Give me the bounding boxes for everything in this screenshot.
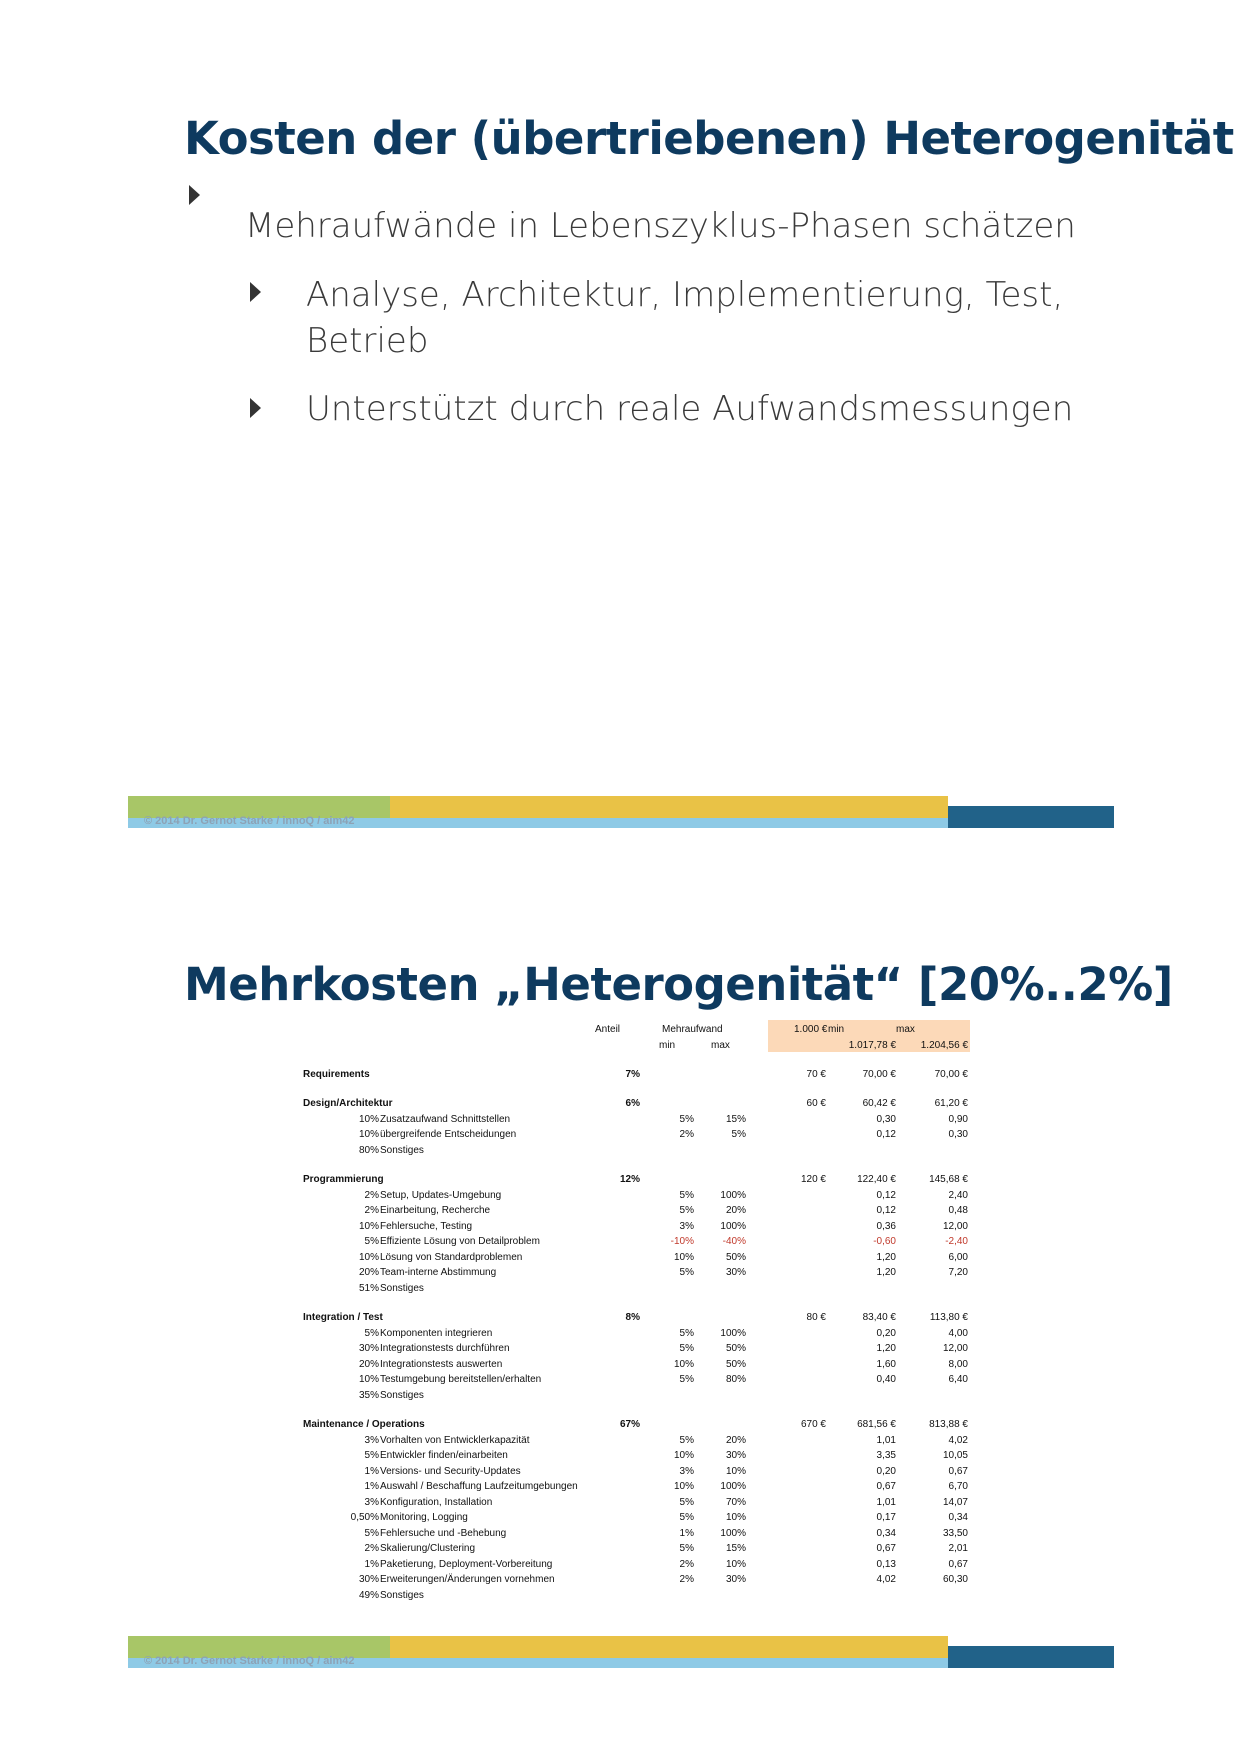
item-share: 1% [364,1559,379,1570]
item-value-min: 0,67 [876,1543,896,1554]
item-label: Vorhalten von Entwicklerkapazität [380,1435,530,1446]
item-share: 5% [364,1236,379,1247]
item-label: Fehlersuche, Testing [380,1221,473,1232]
item-share: 10% [358,1129,379,1140]
item-mehraufwand-max: 80% [725,1374,746,1385]
item-label: Skalierung/Clustering [380,1543,476,1554]
section-share: 7% [625,1069,640,1080]
item-share: 5% [364,1528,379,1539]
item-mehraufwand-max: 50% [725,1252,746,1263]
item-value-max: 6,40 [948,1374,968,1385]
bullet-arrow-icon [250,398,261,418]
header-budget: 1.000 € [794,1024,828,1035]
section-name: Integration / Test [303,1312,383,1323]
item-mehraufwand-min: 2% [679,1129,694,1140]
slide-1 [0,0,1240,840]
section-total-min: 70,00 € [862,1069,896,1080]
section-total-max: 813,88 € [929,1419,968,1430]
footer-bar [128,1636,1180,1668]
footer-bar [128,796,1180,828]
item-label: Auswahl / Beschaffung Laufzeitumgebungen [380,1481,578,1492]
item-value-min: 0,12 [876,1190,896,1201]
item-mehraufwand-max: 100% [720,1528,746,1539]
section-total-min: 60,42 € [862,1098,896,1109]
item-mehraufwand-min: 2% [679,1574,694,1585]
header-budget-min: min [828,1024,845,1035]
item-value-max: 0,48 [948,1205,968,1216]
item-share: 49% [358,1590,379,1601]
item-share: 30% [358,1343,379,1354]
item-value-max: 6,00 [948,1252,968,1263]
item-share: 0,50% [350,1512,379,1523]
item-share: 2% [364,1205,379,1216]
item-mehraufwand-min: 5% [679,1328,694,1339]
item-mehraufwand-max: 30% [725,1267,746,1278]
item-mehraufwand-max: 15% [725,1543,746,1554]
item-mehraufwand-max: 100% [720,1328,746,1339]
section-total-min: 681,56 € [857,1419,896,1430]
item-share: 20% [358,1359,379,1370]
item-value-max: 14,07 [942,1497,968,1508]
item-value-min: 1,60 [876,1359,896,1370]
section-name: Design/Architektur [303,1098,393,1109]
item-mehraufwand-max: 5% [731,1129,746,1140]
item-share: 30% [358,1574,379,1585]
item-label: Team-interne Abstimmung [380,1267,497,1278]
item-mehraufwand-min: 3% [679,1221,694,1232]
item-value-max: -2,40 [945,1236,968,1247]
item-mehraufwand-min: 5% [679,1543,694,1554]
header-mehraufwand: Mehraufwand [662,1024,723,1035]
item-value-min: -0,60 [873,1236,896,1247]
item-value-min: 0,34 [876,1528,896,1539]
item-mehraufwand-max: 30% [725,1450,746,1461]
section-name: Programmierung [303,1174,384,1185]
item-share: 5% [364,1450,379,1461]
header-budget-max: max [896,1024,915,1035]
item-label: Sonstiges [380,1283,424,1294]
copyright: © 2014 Dr. Gernot Starke / innoQ / aim42 [144,1655,355,1667]
section-base: 60 € [806,1098,826,1109]
item-value-max: 2,01 [948,1543,968,1554]
item-label: Lösung von Standardproblemen [380,1252,523,1263]
item-mehraufwand-max: 10% [725,1466,746,1477]
item-mehraufwand-min: 2% [679,1559,694,1570]
item-value-min: 0,67 [876,1481,896,1492]
item-share: 20% [358,1267,379,1278]
item-label: Testumgebung bereitstellen/erhalten [380,1374,542,1385]
item-share: 1% [364,1466,379,1477]
item-value-max: 60,30 [942,1574,968,1585]
item-share: 2% [364,1190,379,1201]
section-name: Requirements [303,1069,370,1080]
item-mehraufwand-max: 50% [725,1359,746,1370]
footer-stripe-darkblue [948,806,1114,828]
section-base: 80 € [806,1312,826,1323]
item-value-max: 10,05 [942,1450,968,1461]
item-mehraufwand-max: 30% [725,1574,746,1585]
item-label: Integrationstests auswerten [380,1359,503,1370]
item-value-min: 0,36 [876,1221,896,1232]
item-value-max: 4,00 [948,1328,968,1339]
item-share: 5% [364,1328,379,1339]
item-mehraufwand-min: 5% [679,1190,694,1201]
item-mehraufwand-max: 70% [725,1497,746,1508]
item-mehraufwand-max: 10% [725,1559,746,1570]
item-mehraufwand-max: 100% [720,1481,746,1492]
item-mehraufwand-min: 1% [679,1528,694,1539]
item-value-min: 0,20 [876,1328,896,1339]
item-mehraufwand-min: 5% [679,1512,694,1523]
section-base: 70 € [806,1069,826,1080]
item-mehraufwand-min: 3% [679,1466,694,1477]
section-share: 6% [625,1098,640,1109]
item-value-min: 1,01 [876,1435,896,1446]
item-share: 51% [358,1283,379,1294]
item-mehraufwand-min: 10% [673,1481,694,1492]
item-value-min: 0,17 [876,1512,896,1523]
item-value-min: 1,20 [876,1267,896,1278]
item-value-min: 0,12 [876,1129,896,1140]
item-mehraufwand-max: 20% [725,1435,746,1446]
slide-2 [0,840,1240,1755]
item-value-max: 12,00 [942,1221,968,1232]
item-value-min: 0,30 [876,1114,896,1125]
item-label: Fehlersuche und -Behebung [380,1528,507,1539]
item-label: Einarbeitung, Recherche [380,1205,491,1216]
item-value-min: 1,01 [876,1497,896,1508]
item-label: Sonstiges [380,1145,424,1156]
item-mehraufwand-max: -40% [722,1236,746,1247]
item-mehraufwand-min: 5% [679,1497,694,1508]
item-value-min: 3,35 [876,1450,896,1461]
item-label: Monitoring, Logging [380,1512,468,1523]
item-value-min: 1,20 [876,1343,896,1354]
item-value-min: 1,20 [876,1252,896,1263]
header-min: min [659,1040,676,1051]
item-value-min: 0,20 [876,1466,896,1477]
item-label: Setup, Updates-Umgebung [380,1190,502,1201]
item-share: 35% [358,1390,379,1401]
item-value-max: 12,00 [942,1343,968,1354]
bullet-level2: Analyse, Architektur, Implementierung, Test, Betrieb [306,275,1064,361]
item-share: 3% [364,1497,379,1508]
item-value-max: 4,02 [948,1435,968,1446]
footer-stripe-yellow [390,1636,948,1658]
section-total-max: 113,80 € [929,1312,968,1323]
section-share: 12% [619,1174,640,1185]
item-mehraufwand-max: 50% [725,1343,746,1354]
copyright: © 2014 Dr. Gernot Starke / innoQ / aim42 [144,815,355,827]
item-value-min: 0,13 [876,1559,896,1570]
item-label: übergreifende Entscheidungen [380,1129,517,1140]
header-max: max [711,1040,730,1051]
item-mehraufwand-min: -10% [670,1236,694,1247]
header-anteil: Anteil [595,1024,621,1035]
cost-table [0,840,1240,1755]
item-mehraufwand-min: 5% [679,1114,694,1125]
item-label: Konfiguration, Installation [380,1497,493,1508]
bullet-arrow-icon [250,282,261,302]
item-mehraufwand-min: 5% [679,1205,694,1216]
item-value-max: 0,30 [948,1129,968,1140]
bullet-level2: Unterstützt durch reale Aufwandsmessungen [306,389,1074,429]
item-value-max: 0,67 [948,1559,968,1570]
section-share: 8% [625,1312,640,1323]
item-share: 3% [364,1435,379,1446]
section-total-max: 145,68 € [929,1174,968,1185]
header-total-max: 1.204,56 € [920,1040,968,1051]
footer-stripe-darkblue [948,1646,1114,1668]
item-share: 1% [364,1481,379,1492]
item-share: 10% [358,1221,379,1232]
item-share: 2% [364,1543,379,1554]
section-base: 670 € [800,1419,826,1430]
item-share: 10% [358,1374,379,1385]
item-mehraufwand-max: 20% [725,1205,746,1216]
slide-title: Kosten der (übertriebenen) Heterogenität [184,112,1234,165]
item-value-min: 0,12 [876,1205,896,1216]
item-label: Versions- und Security-Updates [380,1466,521,1477]
item-label: Sonstiges [380,1390,424,1401]
item-label: Erweiterungen/Änderungen vornehmen [380,1574,555,1585]
item-mehraufwand-min: 5% [679,1267,694,1278]
item-label: Sonstiges [380,1590,424,1601]
section-share: 67% [619,1419,640,1430]
slide-title: Mehrkosten „Heterogenität“ [20%..2%] [184,958,1173,1011]
item-mehraufwand-max: 100% [720,1190,746,1201]
item-share: 10% [358,1114,379,1125]
item-mehraufwand-max: 10% [725,1512,746,1523]
item-label: Komponenten integrieren [380,1328,493,1339]
bullet-arrow-icon [189,185,200,205]
section-total-min: 122,40 € [857,1174,896,1185]
item-value-min: 4,02 [876,1574,896,1585]
item-label: Entwickler finden/einarbeiten [380,1450,508,1461]
item-mehraufwand-min: 5% [679,1435,694,1446]
section-total-min: 83,40 € [862,1312,896,1323]
item-label: Effiziente Lösung von Detailproblem [380,1236,540,1247]
header-total-min: 1.017,78 € [848,1040,896,1051]
item-value-max: 0,34 [948,1512,968,1523]
item-mehraufwand-max: 100% [720,1221,746,1232]
item-mehraufwand-min: 10% [673,1359,694,1370]
item-value-max: 7,20 [948,1267,968,1278]
section-total-max: 70,00 € [934,1069,968,1080]
item-value-max: 2,40 [948,1190,968,1201]
item-value-max: 0,90 [948,1114,968,1125]
item-mehraufwand-min: 5% [679,1374,694,1385]
item-label: Paketierung, Deployment-Vorbereitung [380,1559,553,1570]
item-value-min: 0,40 [876,1374,896,1385]
item-value-max: 0,67 [948,1466,968,1477]
item-value-max: 6,70 [948,1481,968,1492]
item-value-max: 33,50 [942,1528,968,1539]
section-name: Maintenance / Operations [303,1419,425,1430]
section-total-max: 61,20 € [934,1098,968,1109]
item-value-max: 8,00 [948,1359,968,1370]
item-label: Integrationstests durchführen [380,1343,510,1354]
item-share: 80% [358,1145,379,1156]
item-mehraufwand-max: 15% [725,1114,746,1125]
item-mehraufwand-min: 5% [679,1343,694,1354]
item-mehraufwand-min: 10% [673,1450,694,1461]
bullet-level1: Mehraufwände in Lebenszyklus-Phasen schätzen [245,206,1076,246]
item-label: Zusatzaufwand Schnittstellen [380,1114,511,1125]
section-base: 120 € [800,1174,826,1185]
footer-stripe-yellow [390,796,948,818]
item-share: 10% [358,1252,379,1263]
item-mehraufwand-min: 10% [673,1252,694,1263]
